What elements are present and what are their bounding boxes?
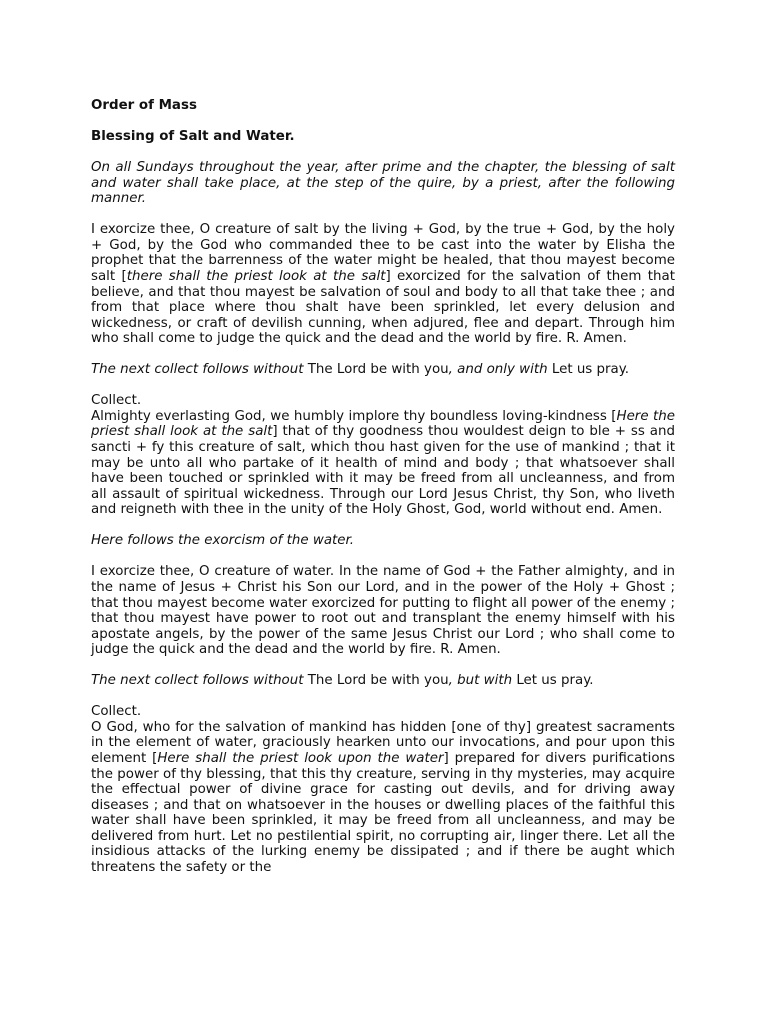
collect-2-label: Collect. (91, 704, 142, 720)
collect-2-paragraph (91, 720, 675, 875)
rubric-collect-2-italic-2: , but with (448, 673, 513, 689)
exorcism-salt-text-1: I exorcize thee, O creature of salt by the living + God, by the true + God, by the holy + God, by the God who commanded thee to be cast into the water by Elisha the prophet that the barrenness of the water might be healed, that thou mayest become salt [ (91, 222, 675, 285)
rubric-intro: On all Sundays throughout the year, after prime and the chapter, the blessing of salt and water shall take place, at the step of the quire, by a priest, after the following manner. (91, 160, 675, 207)
collect-1-text-2: ] that of thy goodness thou wouldest deign to ble + ss and sancti + fy this creature of salt, which thou hast given for the use of mankind ; that it may be unto all who partake of it health of mind and body ; that whatsoever shall have been touched or sprinkled with it may be freed from all uncleanness, and from all assault of spiritual wickedness. Through our Lord Jesus Christ, thy Son, who liveth and reigneth with thee in the unity of the Holy Ghost, God, world without end. Amen. (91, 424, 676, 518)
collect-1-label: Collect. (91, 393, 142, 409)
rubric-collect-1-italic-2: , and only with (448, 362, 548, 378)
rubric-water: Here follows the exorcism of the water. (91, 533, 355, 549)
document-title: Order of Mass (91, 98, 197, 113)
rubric-collect-1-roman-1: The Lord be with you (303, 362, 449, 378)
rubric-collect-2 (91, 673, 675, 689)
rubric-collect-2-roman-1: The Lord be with you (303, 673, 449, 689)
collect-2-text-1: O God, who for the salvation of mankind has hidden [one of thy] greatest sacraments in the element of water, graciously hearken unto our invocations, and pour upon this element [ (91, 719, 675, 766)
collect-2-rubric: Here shall the priest look upon the water (157, 750, 444, 766)
rubric-collect-2-roman-2: Let us pray. (512, 673, 594, 689)
collect-1-rubric: Here the priest shall look at the salt (91, 408, 675, 440)
collect-1-paragraph (91, 409, 675, 518)
exorcism-salt-text-2: ] exorcized for the salvation of them that believe, and that thou mayest be salvation of soul and body to all that take thee ; and from that place where thou shalt have been sprinkled, let every delusion and wickedness, or craft of devilish cunning, when adjured, flee and depart. Through him who shall come to judge the quick and the dead and the world by fire. R. Amen. (91, 269, 675, 347)
document-page (91, 98, 675, 875)
section-title: Blessing of Salt and Water. (91, 129, 295, 145)
collect-1-text-1: Almighty everlasting God, we humbly implore thy boundless loving-kindness [ (91, 408, 617, 424)
exorcism-water-paragraph: I exorcize thee, O creature of water. In the name of God + the Father almighty, and in the name of Jesus + Christ his Son our Lord, and in the power of the Holy + Ghost ; that thou mayest become water exorcized for putting to flight all power of the enemy ; that thou mayest have power to root out and transplant the enemy himself with his apostate angels, by the power of the same Jesus Christ our Lord ; who shall come to judge the quick and the dead and the world by fire. R. Amen. (91, 564, 675, 658)
rubric-collect-1-italic-1: The next collect follows without (91, 362, 304, 378)
rubric-collect-1-roman-2: Let us pray. (547, 362, 630, 378)
rubric-collect-1 (91, 362, 675, 378)
exorcism-salt-rubric: there shall the priest look at the salt (126, 269, 386, 285)
exorcism-salt-paragraph (91, 222, 675, 346)
collect-2-text-2: ] prepared for divers purifications the power of thy blessing, that this thy creature, serving in thy mysteries, may acquire the effectual power of divine grace for casting out devils, and for driving away diseases ; and that on whatsoever in the houses or dwelling places of the faithful this water shall have been sprinkled, it may be freed from all uncleanness, and may be delivered from hurt. Let no pestilential spirit, no corrupting air, linger there. Let all the insidious attacks of the lurking enemy be dissipated ; and if there be aught which threatens the safety or the (91, 750, 675, 875)
rubric-collect-2-italic-1: The next collect follows without (91, 673, 304, 689)
